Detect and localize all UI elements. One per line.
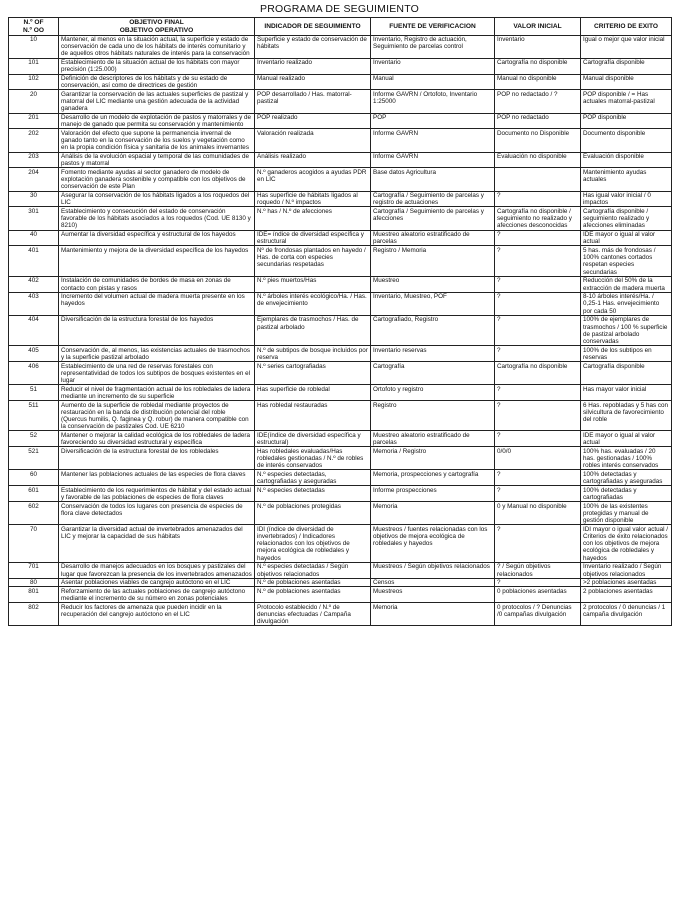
row-success-criterion-cell: 5 has. más de frondosas / 100% cantones cortados respetan especies secundarias: [581, 246, 672, 276]
table-row: [9, 431, 672, 447]
row-indicator-cell: N.º especies detectadas / Según objetivos relacionados: [255, 562, 371, 578]
table-row: [9, 58, 672, 74]
table-row: [9, 74, 672, 90]
row-success-criterion-cell: Has igual valor inicial / 0 impactos: [581, 191, 672, 207]
table-row: [9, 113, 672, 129]
row-indicator-cell: N.º pies muertos/Has: [255, 276, 371, 292]
row-indicator-cell: N.º de poblaciones asentadas: [255, 587, 371, 603]
table-row: [9, 35, 672, 58]
header-objective-line2: OBJETIVO OPERATIVO: [119, 26, 194, 34]
row-success-criterion-cell: Cartografía disponible / seguimiento realizado y afecciones eliminadas: [581, 207, 672, 230]
row-success-criterion-cell: 100% de los subtipos en reservas: [581, 346, 672, 362]
row-indicator-cell: POP realizado: [255, 113, 371, 129]
row-initial-value-cell: ?: [495, 525, 581, 563]
row-source-cell: Cartografía / Seguimiento de parcelas y registro de actuaciones: [371, 191, 495, 207]
row-success-criterion-cell: Cartografía disponible: [581, 362, 672, 385]
row-code-cell: 102: [9, 74, 59, 90]
table-row: [9, 362, 672, 385]
table-row: [9, 152, 672, 168]
monitoring-table: [8, 17, 672, 626]
row-initial-value-cell: Cartografía no disponible: [495, 362, 581, 385]
row-code-cell: 201: [9, 113, 59, 129]
row-success-criterion-cell: Cartografía disponible: [581, 58, 672, 74]
row-source-cell: Muestreos / Según objetivos relacionados: [371, 562, 495, 578]
row-success-criterion-cell: Reducción del 50% de la extracción de madera muerta: [581, 276, 672, 292]
row-indicator-cell: N.º ganaderos acogidos a ayudas PDR en LIC: [255, 168, 371, 191]
row-success-criterion-cell: IDI mayor o igual valor actual / Criterios de éxito relacionados con los objetivos de mejora ecológica de robledales y hayedos: [581, 525, 672, 563]
table-row: [9, 191, 672, 207]
row-success-criterion-cell: 100% de las existentes protegidas y manual de gestión disponible: [581, 502, 672, 525]
row-indicator-cell: N.º de subtipos de bosque incluidos por reserva: [255, 346, 371, 362]
row-source-cell: Cartografía / Seguimiento de parcelas y afecciones: [371, 207, 495, 230]
row-success-criterion-cell: 100% de ejemplares de trasmochos / 100 % superficie de pastizal arbolado conservadas: [581, 315, 672, 345]
row-code-cell: 701: [9, 562, 59, 578]
row-objective-cell: Valoración del efecto que supone la permanencia invernal de ganado tanto en la conservación de los suelos y vegetación como en la propia condición física y sanitaria de los animales invernantes: [59, 129, 255, 152]
row-objective-cell: Desarrollo de un modelo de explotación de pastos y matorrales y de manejo de ganado que permita su conservación y mantenimiento: [59, 113, 255, 129]
row-indicator-cell: Nº de frondosas plantados en hayedo / Has. de corta con especies secundarias respetadas: [255, 246, 371, 276]
table-row: [9, 502, 672, 525]
row-indicator-cell: IDE(índice de diversidad específica y estructural): [255, 431, 371, 447]
row-success-criterion-cell: 8-10 árboles interés/Ha. / 0,25-1 Has. envejecimiento por cada 50: [581, 292, 672, 315]
row-objective-cell: Mantener las poblaciones actuales de las especies de flora claves: [59, 470, 255, 486]
row-success-criterion-cell: 6 Has. repobladas y 5 has con silvicultura de favorecimiento del roble: [581, 401, 672, 431]
row-indicator-cell: Has superficie de robledal: [255, 385, 371, 401]
row-objective-cell: Desarrollo de manejos adecuados en los bosques y pastizales del lugar que favorezcan la presencia de los invertebrados amenazados: [59, 562, 255, 578]
row-success-criterion-cell: IDE mayor o igual al valor actual: [581, 230, 672, 246]
row-indicator-cell: Valoración realizada: [255, 129, 371, 152]
row-initial-value-cell: Evaluación no disponible: [495, 152, 581, 168]
header-code-line2: N.º OO: [22, 26, 45, 34]
row-code-cell: 202: [9, 129, 59, 152]
row-objective-cell: Garantizar la diversidad actual de invertebrados amenazados del LIC y mejorar la capacidad de sus hábitats: [59, 525, 255, 563]
row-code-cell: 51: [9, 385, 59, 401]
table-body: [9, 35, 672, 626]
row-initial-value-cell: ?: [495, 292, 581, 315]
row-indicator-cell: Has superficie de hábitats ligados al roquedo / N.º impactos: [255, 191, 371, 207]
row-indicator-cell: N.º de poblaciones asentadas: [255, 578, 371, 587]
row-code-cell: 521: [9, 447, 59, 470]
table-row: [9, 346, 672, 362]
header-objective-line1: OBJETIVO FINAL: [129, 19, 184, 27]
row-code-cell: 801: [9, 587, 59, 603]
row-objective-cell: Conservación de, al menos, las existencias actuales de trasmochos y la superficie pastizal arbolado: [59, 346, 255, 362]
row-code-cell: 405: [9, 346, 59, 362]
row-objective-cell: Reducir los factores de amenaza que pueden incidir en la recuperación del cangrejo autóctono en el LIC: [59, 603, 255, 626]
row-code-cell: 301: [9, 207, 59, 230]
row-source-cell: Registro / Memoria: [371, 246, 495, 276]
row-code-cell: 10: [9, 35, 59, 58]
row-objective-cell: Asentar poblaciones viables de cangrejo autóctono en el LIC: [59, 578, 255, 587]
row-indicator-cell: IDE= índice de diversidad específica y estructural: [255, 230, 371, 246]
row-objective-cell: Asegurar la conservación de los hábitats ligados a los roquedos del LIC: [59, 191, 255, 207]
table-row: [9, 401, 672, 431]
row-success-criterion-cell: 100% has. evaluadas / 20 has. gestionadas / 100% robles interés conservados: [581, 447, 672, 470]
row-initial-value-cell: ?: [495, 401, 581, 431]
row-indicator-cell: Has robledales evaluadas/Has robledales gestionadas / N.º de robles de interés conservados: [255, 447, 371, 470]
row-initial-value-cell: ?: [495, 470, 581, 486]
row-success-criterion-cell: POP disponible / = Has actuales matorral-pastizal: [581, 90, 672, 113]
row-source-cell: Censos: [371, 578, 495, 587]
row-code-cell: 602: [9, 502, 59, 525]
row-source-cell: Inventario reservas: [371, 346, 495, 362]
table-row: [9, 230, 672, 246]
row-indicator-cell: Ejemplares de trasmochos / Has. de pastizal arbolado: [255, 315, 371, 345]
row-code-cell: 511: [9, 401, 59, 431]
row-success-criterion-cell: IDE mayor o igual al valor actual: [581, 431, 672, 447]
row-objective-cell: Análisis de la evolución espacial y temporal de las comunidades de pastos y matorral: [59, 152, 255, 168]
row-objective-cell: Establecimiento y consecución del estado de conservación favorable de los hábitats asociados a los roquedos (Cod. UE 8130 y 8210): [59, 207, 255, 230]
row-indicator-cell: N.º especies detectadas: [255, 486, 371, 502]
row-code-cell: 401: [9, 246, 59, 276]
table-row: [9, 603, 672, 626]
row-source-cell: Memoria: [371, 502, 495, 525]
row-initial-value-cell: ?: [495, 230, 581, 246]
row-initial-value-cell: 0/0/0: [495, 447, 581, 470]
table-row: [9, 276, 672, 292]
table-row: [9, 587, 672, 603]
row-objective-cell: Establecimiento de una red de reservas forestales con representatividad de todos los subtipos de bosques existentes en el lugar: [59, 362, 255, 385]
row-initial-value-cell: ?: [495, 246, 581, 276]
row-source-cell: Memoria / Registro: [371, 447, 495, 470]
row-indicator-cell: POP desarrollado / Has. matorral-pastizal: [255, 90, 371, 113]
row-source-cell: Informe prospecciones: [371, 486, 495, 502]
row-initial-value-cell: Cartografía no disponible: [495, 58, 581, 74]
row-code-cell: 203: [9, 152, 59, 168]
row-source-cell: Informe GAVRN: [371, 152, 495, 168]
row-code-cell: 204: [9, 168, 59, 191]
row-objective-cell: Mantener, al menos en la situación actual, la superficie y estado de conservación de cada uno de los hábitats de interés comunitario y de aquellos otros hábitats naturales de interés para la conservación: [59, 35, 255, 58]
row-source-cell: Muestreos / fuentes relacionadas con los objetivos de mejora ecológica de robledales y hayedos: [371, 525, 495, 563]
row-success-criterion-cell: Manual disponible: [581, 74, 672, 90]
row-initial-value-cell: ?: [495, 431, 581, 447]
row-objective-cell: Aumentar la diversidad específica y estructural de los hayedos: [59, 230, 255, 246]
row-objective-cell: Fomento mediante ayudas al sector ganadero de modelo de explotación ganadera sostenible y compatible con los objetivos de conservación de este Plan: [59, 168, 255, 191]
row-success-criterion-cell: Igual o mejor que valor inicial: [581, 35, 672, 58]
row-objective-cell: Diversificación de la estructura forestal de los hayedos: [59, 315, 255, 345]
row-objective-cell: Reducir el nivel de fragmentación actual de los robledales de ladera mediante un incremento de su superficie: [59, 385, 255, 401]
row-code-cell: 403: [9, 292, 59, 315]
row-code-cell: 802: [9, 603, 59, 626]
row-indicator-cell: Manual realizado: [255, 74, 371, 90]
row-indicator-cell: Análisis realizado: [255, 152, 371, 168]
row-indicator-cell: Inventario realizado: [255, 58, 371, 74]
row-initial-value-cell: Manual no disponible: [495, 74, 581, 90]
row-objective-cell: Aumento de la superficie de robledal mediante proyectos de restauración en la banda de distribución potencial del roble (Quercus humilis, Q. faginea y Q. robur) de manera compatible con la conservación de pastizales Cod. UE 6210: [59, 401, 255, 431]
row-source-cell: Inventario, Muestreo, POF: [371, 292, 495, 315]
row-source-cell: Informe GAVRN / Ortofoto, Inventario 1:25000: [371, 90, 495, 113]
row-indicator-cell: N.º series cartografiadas: [255, 362, 371, 385]
table-row: [9, 246, 672, 276]
row-indicator-cell: N.º especies detectadas, cartografiadas y aseguradas: [255, 470, 371, 486]
row-success-criterion-cell: 2 poblaciones asentadas: [581, 587, 672, 603]
row-objective-cell: Mantener o mejorar la calidad ecológica de los robledales de ladera favoreciendo su diversidad estructural y específica: [59, 431, 255, 447]
row-code-cell: 404: [9, 315, 59, 345]
row-initial-value-cell: ?: [495, 315, 581, 345]
table-row: [9, 562, 672, 578]
row-success-criterion-cell: >2 poblaciones asentadas: [581, 578, 672, 587]
row-initial-value-cell: Documento no Disponible: [495, 129, 581, 152]
row-source-cell: Base datos Agricultura: [371, 168, 495, 191]
row-initial-value-cell: ?: [495, 346, 581, 362]
header-code-line1: N.º OF: [23, 19, 44, 27]
row-objective-cell: Establecimiento de la situación actual de los hábitats con mayor precisión (1:25.000): [59, 58, 255, 74]
row-source-cell: Muestreo aleatorio estratificado de parcelas: [371, 431, 495, 447]
row-initial-value-cell: ? / Según objetivos relacionados: [495, 562, 581, 578]
row-code-cell: 601: [9, 486, 59, 502]
row-objective-cell: Garantizar la conservación de las actuales superficies de pastizal y matorral del LIC mediante una gestión adecuada de la actividad ganadera: [59, 90, 255, 113]
table-row: [9, 168, 672, 191]
row-initial-value-cell: 0 y Manual no disponible: [495, 502, 581, 525]
row-initial-value-cell: ?: [495, 486, 581, 502]
row-code-cell: 70: [9, 525, 59, 563]
table-row: [9, 470, 672, 486]
table-row: [9, 578, 672, 587]
row-success-criterion-cell: Evaluación disponible: [581, 152, 672, 168]
row-initial-value-cell: POP no redactado: [495, 113, 581, 129]
row-objective-cell: Reforzamiento de las actuales poblaciones de cangrejo autóctono mediante el incremento de su número en zonas potenciales: [59, 587, 255, 603]
row-indicator-cell: N.º árboles interés ecológico/Ha. / Has. de envejecimiento: [255, 292, 371, 315]
row-success-criterion-cell: POP disponible: [581, 113, 672, 129]
row-code-cell: 60: [9, 470, 59, 486]
row-code-cell: 80: [9, 578, 59, 587]
row-indicator-cell: N.º de poblaciones protegidas: [255, 502, 371, 525]
row-source-cell: Muestreo aleatorio estratificado de parcelas: [371, 230, 495, 246]
row-code-cell: 30: [9, 191, 59, 207]
table-row: [9, 486, 672, 502]
row-initial-value-cell: [495, 168, 581, 191]
row-initial-value-cell: ?: [495, 385, 581, 401]
row-source-cell: Inventario, Registro de actuación, Seguimiento de parcelas control: [371, 35, 495, 58]
row-objective-cell: Conservación de todos los lugares con presencia de especies de flora clave detectados: [59, 502, 255, 525]
row-source-cell: Muestreo: [371, 276, 495, 292]
row-success-criterion-cell: 100% detectadas y cartografiadas: [581, 486, 672, 502]
table-row: [9, 90, 672, 113]
row-source-cell: Cartografía: [371, 362, 495, 385]
row-objective-cell: Establecimiento de los requerimientos de hábitat y del estado actual y favorable de las poblaciones de especies de flora claves: [59, 486, 255, 502]
row-code-cell: 101: [9, 58, 59, 74]
table-row: [9, 525, 672, 563]
row-indicator-cell: Protocolo establecido / N.º de denuncias efectuadas / Campaña divulgación: [255, 603, 371, 626]
header-indicator: INDICADOR DE SEGUIMIENTO: [255, 18, 371, 36]
header-initial-value: VALOR INICIAL: [495, 18, 581, 36]
header-success-criterion: CRITERIO DE EXITO: [581, 18, 672, 36]
row-source-cell: POP: [371, 113, 495, 129]
table-row: [9, 447, 672, 470]
row-indicator-cell: IDI (índice de diversidad de invertebrados) / Indicadores relacionados con los objetivos de mejora ecológica de robledales y hayedos: [255, 525, 371, 563]
page-title: PROGRAMA DE SEGUIMIENTO: [259, 3, 419, 15]
row-indicator-cell: Superficie y estado de conservación de hábitats: [255, 35, 371, 58]
table-row: [9, 129, 672, 152]
row-success-criterion-cell: Mantenimiento ayudas actuales: [581, 168, 672, 191]
row-code-cell: 402: [9, 276, 59, 292]
row-initial-value-cell: 0 protocolos / ? Denuncias /0 campañas divulgación: [495, 603, 581, 626]
row-objective-cell: Incremento del volumen actual de madera muerta presente en los hayedos: [59, 292, 255, 315]
header-source: FUENTE DE VERIFICACION: [371, 18, 495, 36]
row-initial-value-cell: POP no redactado / ?: [495, 90, 581, 113]
row-success-criterion-cell: 2 protocolos / 0 denuncias / 1 campaña divulgación: [581, 603, 672, 626]
row-source-cell: Muestreos: [371, 587, 495, 603]
header-objective: [59, 18, 255, 36]
row-objective-cell: Definición de descriptores de los hábitats y de su estado de conservación, así como de directrices de gestión: [59, 74, 255, 90]
row-code-cell: 52: [9, 431, 59, 447]
row-source-cell: Manual: [371, 74, 495, 90]
row-code-cell: 406: [9, 362, 59, 385]
row-success-criterion-cell: Has mayor valor inicial: [581, 385, 672, 401]
row-source-cell: Ortofoto y registro: [371, 385, 495, 401]
row-indicator-cell: N.º has / N.º de afecciones: [255, 207, 371, 230]
row-source-cell: Inventario: [371, 58, 495, 74]
row-objective-cell: Instalación de comunidades de bordes de masa en zonas de contacto con pistas y rasos: [59, 276, 255, 292]
row-success-criterion-cell: Inventario realizado / Según objetivos relacionados: [581, 562, 672, 578]
table-row: [9, 385, 672, 401]
row-initial-value-cell: ?: [495, 276, 581, 292]
table-header-row: [9, 18, 672, 36]
row-source-cell: Memoria, prospecciones y cartografía: [371, 470, 495, 486]
row-objective-cell: Diversificación de la estructura forestal de los robledales: [59, 447, 255, 470]
row-success-criterion-cell: 100% detectadas y cartografiadas y aseguradas: [581, 470, 672, 486]
row-initial-value-cell: Inventario: [495, 35, 581, 58]
row-source-cell: Registro: [371, 401, 495, 431]
row-success-criterion-cell: Documento disponible: [581, 129, 672, 152]
row-objective-cell: Mantenimiento y mejora de la diversidad específica de los hayedos: [59, 246, 255, 276]
table-row: [9, 292, 672, 315]
header-code: [9, 18, 59, 36]
row-source-cell: Cartografiado, Registro: [371, 315, 495, 345]
table-row: [9, 207, 672, 230]
row-source-cell: Informe GAVRN: [371, 129, 495, 152]
row-source-cell: Memoria: [371, 603, 495, 626]
row-initial-value-cell: ?: [495, 578, 581, 587]
row-code-cell: 40: [9, 230, 59, 246]
row-initial-value-cell: 0 poblaciones asentadas: [495, 587, 581, 603]
row-code-cell: 20: [9, 90, 59, 113]
row-initial-value-cell: Cartografía no disponible / seguimiento no realizado y afecciones desconocidas: [495, 207, 581, 230]
row-initial-value-cell: ?: [495, 191, 581, 207]
table-row: [9, 315, 672, 345]
row-indicator-cell: Has robledal restauradas: [255, 401, 371, 431]
